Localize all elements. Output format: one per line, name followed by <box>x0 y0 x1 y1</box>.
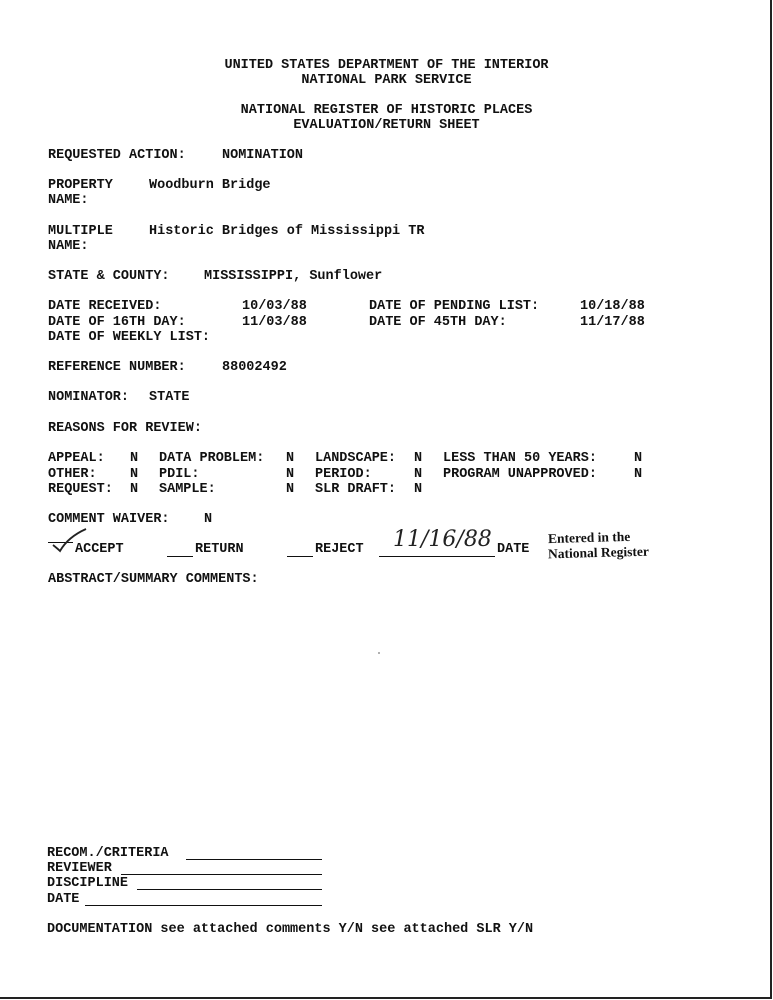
multiple-label: MULTIPLE <box>48 224 113 239</box>
return-blank[interactable] <box>167 556 193 557</box>
footer-date-line[interactable] <box>85 905 322 906</box>
reason-other-label: OTHER: <box>48 467 97 482</box>
date-45th-value: 11/17/88 <box>580 315 645 330</box>
reason-less50-value: N <box>634 451 643 466</box>
requested-action-value: NOMINATION <box>222 148 304 163</box>
reason-program-value: N <box>634 467 643 482</box>
reason-pdil-value: N <box>286 467 295 482</box>
reason-landscape-label: LANDSCAPE: <box>315 451 397 466</box>
register-stamp-line2: National Register <box>547 543 650 562</box>
reason-data-problem-label: DATA PROBLEM: <box>159 451 265 466</box>
reason-pdil-label: PDIL: <box>159 467 200 482</box>
comment-waiver-label: COMMENT WAIVER: <box>48 512 170 527</box>
requested-action-label: REQUESTED ACTION: <box>48 148 186 163</box>
comment-waiver-value: N <box>204 512 213 527</box>
reason-landscape-value: N <box>414 451 423 466</box>
reject-label: REJECT <box>315 542 364 557</box>
documentation-line: DOCUMENTATION see attached comments Y/N see attached SLR Y/N <box>47 922 534 937</box>
header-service: NATIONAL PARK SERVICE <box>301 73 472 88</box>
date-signature-line[interactable] <box>379 556 495 557</box>
header-register: NATIONAL REGISTER OF HISTORIC PLACES <box>240 103 533 118</box>
accept-label: ACCEPT <box>75 542 124 557</box>
reason-period-value: N <box>414 467 423 482</box>
reason-less50-label: LESS THAN 50 YEARS: <box>443 451 597 466</box>
multiple-name-label: NAME: <box>48 239 89 254</box>
handwritten-date: 11/16/88 <box>393 527 492 552</box>
reason-data-problem-value: N <box>286 451 295 466</box>
reasons-label: REASONS FOR REVIEW: <box>48 421 202 436</box>
reason-appeal-label: APPEAL: <box>48 451 105 466</box>
header-sheet-title: EVALUATION/RETURN SHEET <box>293 118 480 133</box>
reference-value: 88002492 <box>222 360 287 375</box>
recom-criteria-line[interactable] <box>186 859 322 860</box>
abstract-label: ABSTRACT/SUMMARY COMMENTS: <box>48 572 259 587</box>
date-45th-label: DATE OF 45TH DAY: <box>369 315 507 330</box>
reason-slr-draft-label: SLR DRAFT: <box>315 482 397 497</box>
state-county-label: STATE & COUNTY: <box>48 269 170 284</box>
reason-appeal-value: N <box>130 451 139 466</box>
reject-blank[interactable] <box>287 556 313 557</box>
scan-speck <box>378 652 380 654</box>
discipline-label: DISCIPLINE <box>47 876 129 891</box>
reviewer-label: REVIEWER <box>47 861 112 876</box>
return-label: RETURN <box>195 542 244 557</box>
date-received-label: DATE RECEIVED: <box>48 299 162 314</box>
state-county-value: MISSISSIPPI, Sunflower <box>204 269 383 284</box>
reviewer-line[interactable] <box>121 874 322 875</box>
date-pending-label: DATE OF PENDING LIST: <box>369 299 540 314</box>
date-16th-label: DATE OF 16TH DAY: <box>48 315 186 330</box>
reason-request-value: N <box>130 482 139 497</box>
property-label: PROPERTY <box>48 178 113 193</box>
reason-request-label: REQUEST: <box>48 482 113 497</box>
recom-criteria-label: RECOM./CRITERIA <box>47 846 169 861</box>
reason-sample-value: N <box>286 482 295 497</box>
footer-date-label: DATE <box>47 892 80 907</box>
nominator-label: NOMINATOR: <box>48 390 130 405</box>
reason-sample-label: SAMPLE: <box>159 482 216 497</box>
date-received-value: 10/03/88 <box>242 299 307 314</box>
date-pending-value: 10/18/88 <box>580 299 645 314</box>
property-name-label: NAME: <box>48 193 89 208</box>
property-name-value: Woodburn Bridge <box>149 178 271 193</box>
date-weekly-label: DATE OF WEEKLY LIST: <box>48 330 211 345</box>
header-department: UNITED STATES DEPARTMENT OF THE INTERIOR <box>224 58 549 73</box>
discipline-line[interactable] <box>137 889 322 890</box>
reason-program-label: PROGRAM UNAPPROVED: <box>443 467 597 482</box>
nominator-value: STATE <box>149 390 190 405</box>
multiple-name-value: Historic Bridges of Mississippi TR <box>149 224 425 239</box>
date-label: DATE <box>497 542 530 557</box>
reason-slr-draft-value: N <box>414 482 423 497</box>
reference-label: REFERENCE NUMBER: <box>48 360 186 375</box>
reason-period-label: PERIOD: <box>315 467 372 482</box>
register-stamp-line1: Entered in the <box>547 528 631 547</box>
date-16th-value: 11/03/88 <box>242 315 307 330</box>
reason-other-value: N <box>130 467 139 482</box>
